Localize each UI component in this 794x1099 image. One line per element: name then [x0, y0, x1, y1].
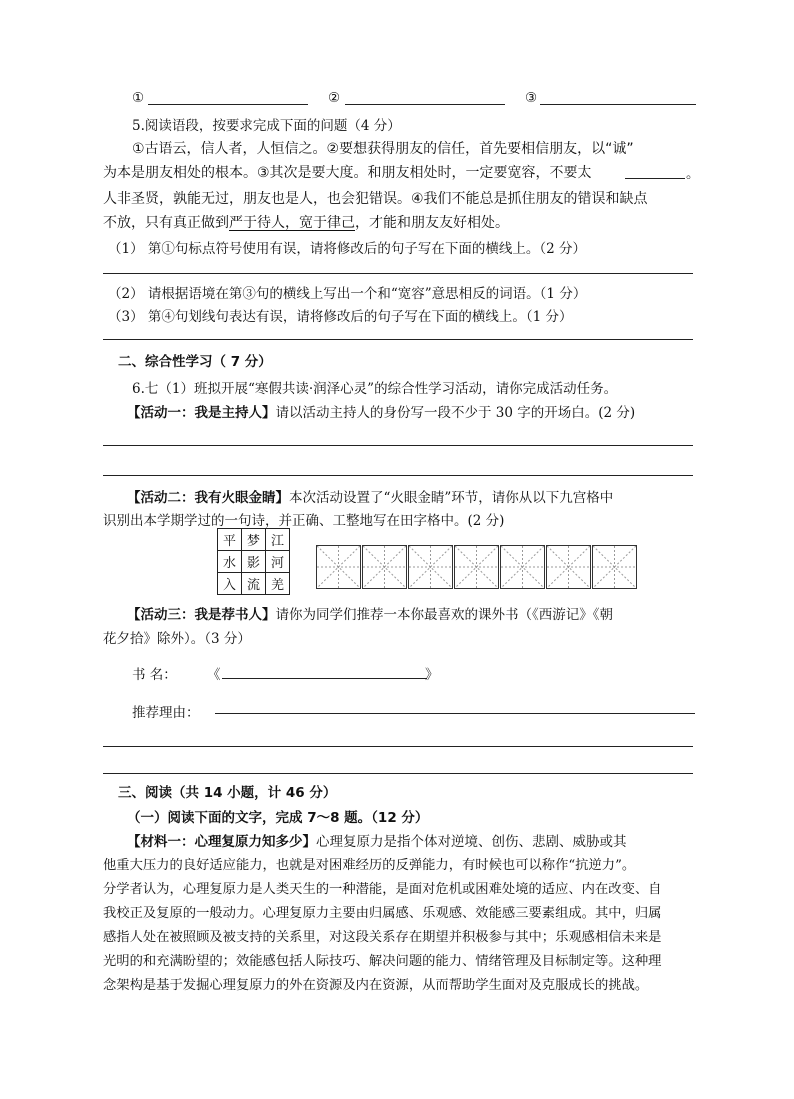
book-name-label: 书 名：: [132, 667, 177, 683]
book-open-bracket: 《: [207, 667, 221, 683]
q5-passage-line-2: 为本是朋友相处的根本。③其次是要大度。和朋友相处时，一定要宽容，不要太: [103, 165, 592, 181]
q5-passage-line-4: [103, 212, 509, 232]
reason-line-1[interactable]: [215, 713, 695, 714]
book-close-bracket: 》: [425, 667, 439, 683]
grid-cell: 江: [266, 529, 290, 551]
tian-cell[interactable]: [500, 545, 545, 589]
grid-cell: 影: [242, 551, 266, 573]
nine-grid: [217, 528, 290, 595]
q5-sub-question-1: （1） 第①句标点符号使用有误，请将修改后的句子写在下面的横线上。（2 分）: [108, 241, 587, 257]
section-2-heading: 二、综合性学习（ 7 分）: [118, 354, 272, 370]
q5-answer-line-3[interactable]: [103, 339, 693, 340]
activity-3-text: 请你为同学们推荐一本你最喜欢的课外书（《西游记》《朝: [275, 607, 613, 623]
book-name-line[interactable]: [222, 678, 427, 679]
q5-passage-line-1: ①古语云，信人者，人恒信之。②要想获得朋友的信任，首先要相信朋友，以“诚”: [132, 141, 634, 157]
tian-cell[interactable]: [454, 545, 499, 589]
q5-passage-line-4-b: ，才能和朋友友好相处。: [355, 215, 509, 231]
activity-1-title: 【活动一：我是主持人】: [127, 405, 276, 421]
answer-line-2[interactable]: [345, 104, 505, 105]
grid-cell: 平: [218, 529, 242, 551]
material-1-title: 【材料一：心理复原力知多少】: [127, 834, 316, 850]
q5-inline-blank[interactable]: [625, 178, 685, 179]
material-1-text: 心理复原力是指个体对逆境、创伤、悲剧、威胁或其: [316, 834, 627, 850]
material-1-line-6: 光明的和充满盼望的；效能感包括人际技巧、解决问题的能力、情绪管理及目标制定等。这种理: [103, 954, 662, 969]
grid-cell: 流: [242, 573, 266, 595]
blank-3-label: ③: [525, 90, 538, 106]
material-1-line-5: 感指人处在被照顾及被支持的关系里，对这段关系存在期望并积极参与其中；乐观感相信未来是: [103, 930, 662, 945]
tian-cell[interactable]: [316, 545, 361, 589]
answer-line-1[interactable]: [148, 104, 308, 105]
q6-prompt: 6.七（1）班拟开展“寒假共读·润泽心灵”的综合性学习活动，请你完成活动任务。: [132, 381, 618, 397]
material-1-line-3: 分学者认为，心理复原力是人类天生的一种潜能，是面对危机或困难处境的适应、内在改变、自: [103, 882, 662, 897]
activity-2-text: 本次活动设置了“火眼金睛”环节，请你从以下九宫格中: [289, 490, 614, 506]
activity-2-text-2: 识别出本学期学过的一句诗，并正确、工整地写在田字格中。(2 分): [103, 513, 505, 529]
reason-line-3[interactable]: [103, 773, 693, 774]
section-3-heading: 三、阅读（共 14 小题，计 46 分）: [118, 785, 337, 801]
blank-2-label: ②: [328, 90, 341, 106]
activity-3-text-2: 花夕拾》除外）。（3 分）: [103, 631, 251, 647]
activity-1-text: 请以活动主持人的身份写一段不少于 30 字的开场白。(2 分): [275, 405, 636, 421]
grid-cell: 梦: [242, 529, 266, 551]
recommend-reason-label: 推荐理由：: [132, 705, 200, 721]
material-1-line-7: 念架构是基于发掘心理复原力的外在资源及内在资源，从而帮助学生面对及克服成长的挑战。: [103, 978, 649, 993]
activity-1: [127, 401, 635, 421]
activity-1-line-2[interactable]: [103, 475, 693, 476]
q5-sub-question-3: （3） 第④句划线句表达有误，请将修改后的句子写在下面的横线上。（1 分）: [108, 309, 573, 325]
q5-underlined-sentence: 严于待人，宽于律己: [229, 215, 355, 231]
activity-2-title: 【活动二：我有火眼金睛】: [127, 490, 289, 506]
blank-1-label: ①: [132, 90, 145, 106]
activity-3-title: 【活动三：我是荐书人】: [127, 607, 276, 623]
activity-3: [127, 603, 613, 623]
grid-cell: 羌: [266, 573, 290, 595]
q5-sub-question-2: （2） 请根据语境在第③句的横线上写出一个和“宽容”意思相反的词语。（1 分）: [108, 286, 587, 302]
material-1-line-1: [127, 830, 627, 850]
q5-passage-line-4-a: 不放，只有真正做到: [103, 215, 229, 231]
answer-line-3[interactable]: [540, 104, 696, 105]
q5-passage-line-2-end: 。: [686, 166, 700, 182]
tian-cell[interactable]: [592, 545, 637, 589]
material-1-line-2: 他重大压力的良好适应能力，也就是对困难经历的反弹能力，有时候也可以称作“抗逆力”。: [103, 858, 636, 873]
grid-cell: 水: [218, 551, 242, 573]
grid-cell: 河: [266, 551, 290, 573]
tian-grid: [316, 545, 638, 589]
activity-1-line-1[interactable]: [103, 445, 693, 446]
material-1-line-4: 我校正及复原的一般动力。心理复原力主要由归属感、乐观感、效能感三要素组成。其中，归属: [103, 906, 662, 921]
tian-cell[interactable]: [362, 545, 407, 589]
q5-passage-line-3: 人非圣贤，孰能无过，朋友也是人，也会犯错误。④我们不能总是抓住朋友的错误和缺点: [103, 191, 648, 207]
q5-answer-line-1[interactable]: [103, 273, 693, 274]
tian-cell[interactable]: [408, 545, 453, 589]
section-3-sub-heading: （一）阅读下面的文字，完成 7～8 题。（12 分）: [127, 810, 429, 826]
grid-cell: 入: [218, 573, 242, 595]
activity-2: [127, 486, 613, 506]
q5-heading: 5.阅读语段，按要求完成下面的问题（4 分）: [132, 118, 401, 134]
reason-line-2[interactable]: [103, 746, 693, 747]
tian-cell[interactable]: [546, 545, 591, 589]
